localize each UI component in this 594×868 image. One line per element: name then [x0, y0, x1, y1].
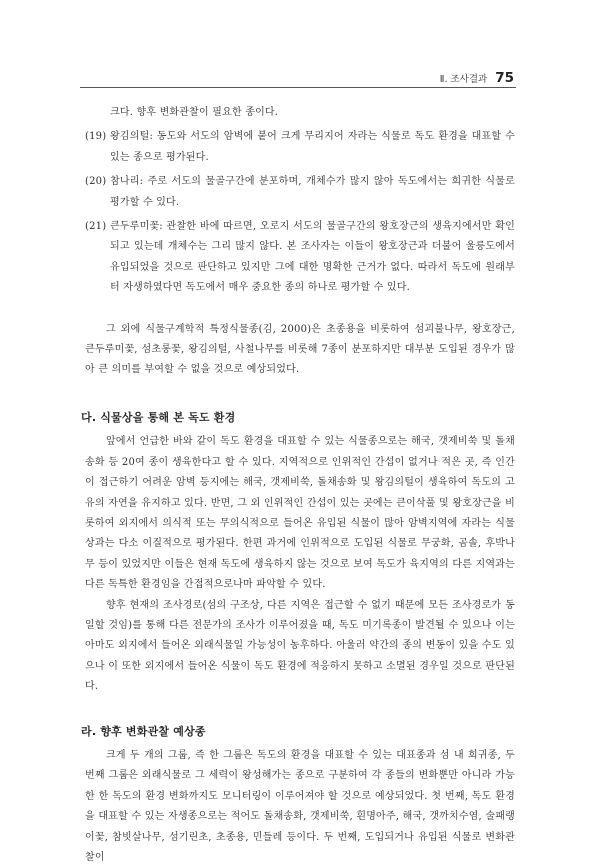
page-number: 75 — [495, 70, 514, 86]
running-header — [440, 70, 514, 86]
list-item — [85, 127, 515, 168]
continuation-text: 크다. 향후 변화관찰이 필요한 종이다. — [110, 107, 279, 118]
item-text: 큰두루미꽃: 관찰한 바에 따르면, 오로지 서도의 물골구간의 왕호장근의 생육지에서만 확인되고 있는데 개체수는 그리 많지 않다. 본 조사자는 이들이 왕호장근과 더불어 울릉도에서 유입되었을 것으로 판단하고 있지만 그에 대한 명확한 근거가 없다. 따라서 독도에 원래부터 자생하였다면 독도에서 매우 중요한 종의 하나로 평가할 수 있다. — [110, 221, 515, 294]
page-body — [81, 103, 515, 868]
item-number: (20) — [85, 176, 107, 188]
section-ra-paragraph-1: 크게 두 개의 그룹, 즉 한 그룹은 독도의 환경을 대표할 수 있는 대표종과 섬 내 희귀종, 두 번째 그룹은 외래식물로 그 세력이 왕성해가는 종으로 구분하여 각 종들의 변화뿐만 아니라 가능한 한 독도의 환경 변화까지도 모니터링이 이루어져야 할 것으로 예상되었다. 첫 번째, 독도 환경을 대표할 수 있는 자생종으로는 적어도 돌채송화, 갯제비쑥, 흰명아주, 해국, 갯까치수염, 술패랭이꽃, 참빗살나무, 섬기린초, 초종용, 민들레 등이다. 두 번째, 도입되거나 유입된 식물로 변화관찰이 — [85, 749, 515, 863]
section-da-paragraph-1: 앞에서 언급한 바와 같이 독도 환경을 대표할 수 있는 식물종으로는 해국, 갯제비쑥 및 돌채송화 등 20여 종이 생육한다고 할 수 있다. 지역적으로 인위적인 간섭이 없거나 적은 곳, 즉 인간이 접근하기 어려운 암벽 등지에는 해국, 갯제비쑥, 돌채송화 및 왕김의털이 생육하여 독도의 고유의 자연을 유지하고 있다. 반면, 그 외 인위적인 간섭이 있는 곳에는 큰이삭풀 및 왕호장근을 비롯하여 외지에서 의식적 또는 무의식적으로 들어온 유입된 식물이 많아 암벽지역에 자라는 식물상과는 다소 이질적으로 평가된다. 한편 과거에 인위적으로 도입된 식물로 무궁화, 곰솔, 후박나무 등이 있었지만 이들은 현재 독도에 생육하지 않는 것으로 보여 독도가 육지역의 다른 지역과는 다른 독특한 환경임을 간접적으로나마 파악할 수 있다. — [85, 436, 515, 591]
summary-paragraph: 그 외에 식물구계학적 특정식물종(김, 2000)은 초종용을 비롯하여 섬괴불나무, 왕호장근, 큰두루미꽃, 섬초롱꽃, 왕김의털, 사철나무를 비롯해 7종이 분포하지만 대부분 도입된 경우가 많아 큰 의미를 부여할 수 없을 것으로 예상되었다. — [85, 323, 515, 376]
section-da-paragraph-2: 향후 현재의 조사경로(섬의 구조상, 다른 지역은 접근할 수 없기 때문에 모든 조사경로가 동일할 것임)를 통해 다른 전문가의 조사가 이루어졌을 때, 독도 미기록종이 발견될 수 있으나 이는 아마도 외지에서 들어온 외래식물일 가능성이 농후하다. 아울러 약간의 종의 변동이 있을 수도 있으나 이 또한 외지에서 들어온 식물이 독도 환경에 적응하지 못하고 소멸된 경우일 것으로 판단된다. — [85, 599, 515, 693]
item-number: (21) — [85, 221, 107, 233]
section-heading-ra: 라. 향후 변화관찰 예상종 — [81, 724, 206, 738]
list-item — [85, 217, 515, 299]
item-text: 참나리: 주로 서도의 물골구간에 분포하며, 개체수가 많지 않아 독도에서는 희귀한 식물로 평가할 수 있다. — [110, 176, 515, 208]
item-text: 왕김의털: 동도와 서도의 암벽에 붙어 크게 무리지어 자라는 식물로 독도 환경을 대표할 수 있는 종으로 평가된다. — [110, 131, 515, 163]
list-item — [85, 172, 515, 213]
chapter-title: Ⅱ. 조사결과 — [439, 74, 488, 85]
item-number: (19) — [85, 131, 107, 143]
header-rule — [80, 87, 516, 88]
section-heading-da: 다. 식물상을 통해 본 독도 환경 — [81, 410, 236, 424]
